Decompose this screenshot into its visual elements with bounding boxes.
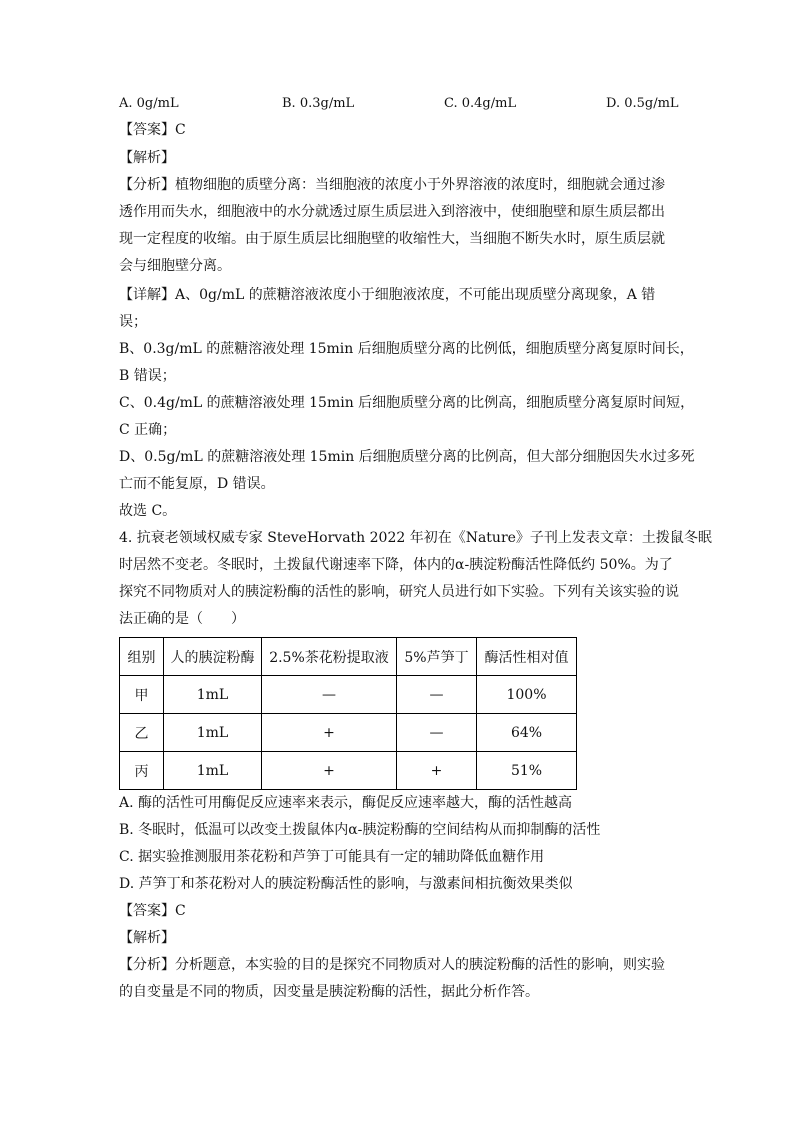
- table-cell: +: [397, 752, 477, 790]
- experiment-table: [119, 637, 577, 790]
- table-cell: —: [262, 676, 397, 714]
- table-row: [120, 714, 577, 752]
- q4-option-c: C. 据实验推测服用茶花粉和芦笋丁可能具有一定的辅助降低血糖作用: [119, 849, 545, 865]
- q3-detail-line: C 正确；: [119, 422, 177, 438]
- q4-stem-line: 法正确的是（ ）: [119, 611, 245, 627]
- q3-options: [119, 95, 679, 113]
- q4-stem-line: 探究不同物质对人的胰淀粉酶的活性的影响，研究人员进行如下实验。下列有关该实验的说: [119, 584, 679, 600]
- table-row: [120, 676, 577, 714]
- table-cell: 64%: [477, 714, 577, 752]
- table-cell: 1mL: [164, 714, 262, 752]
- q4-option-b: B. 冬眠时，低温可以改变土拨鼠体内α-胰淀粉酶的空间结构从而抑制酶的活性: [119, 822, 601, 838]
- table-header-cell: 5%芦笋丁: [397, 638, 477, 676]
- table-header-cell: 组别: [120, 638, 164, 676]
- q3-analysis-line: 透作用而失水，细胞液中的水分就透过原生质层进入到溶液中，使细胞壁和原生质层都出: [119, 204, 665, 220]
- q4-option-d: D. 芦笋丁和茶花粉对人的胰淀粉酶活性的影响，与激素间相抗衡效果类似: [119, 876, 573, 892]
- table-cell: 51%: [477, 752, 577, 790]
- q4-option-a: A. 酶的活性可用酶促反应速率来表示，酶促反应速率越大，酶的活性越高: [119, 795, 573, 811]
- table-header-cell: 2.5%茶花粉提取液: [262, 638, 397, 676]
- q3-detail-line: 误；: [119, 314, 147, 330]
- q3-conclusion: 故选 C。: [119, 503, 177, 519]
- table-cell: 1mL: [164, 752, 262, 790]
- table-cell: 100%: [477, 676, 577, 714]
- q3-analysis-line: 会与细胞壁分离。: [119, 258, 231, 274]
- q3-option-c: C. 0.4g/mL: [444, 96, 517, 111]
- q4-stem-line: 4. 抗衰老领域权威专家 SteveHorvath 2022 年初在《Nature》子刊上发表文章：土拨鼠冬眠: [119, 530, 712, 546]
- q3-analysis-line: 【分析】植物细胞的质壁分离：当细胞液的浓度小于外界溶液的浓度时，细胞就会通过渗: [119, 177, 665, 193]
- q3-analysis-heading: 【解析】: [119, 150, 175, 166]
- table-cell: 乙: [120, 714, 164, 752]
- table-row: [120, 752, 577, 790]
- table-cell: 甲: [120, 676, 164, 714]
- q4-analysis-heading: 【解析】: [119, 930, 175, 946]
- q4-answer: 【答案】C: [119, 903, 186, 919]
- q3-detail-line: B 错误；: [119, 368, 176, 384]
- q3-option-d: D. 0.5g/mL: [606, 96, 679, 111]
- q3-option-a: A. 0g/mL: [119, 96, 179, 111]
- q3-detail-line: B、0.3g/mL 的蔗糖溶液处理 15min 后细胞质壁分离的比例低，细胞质壁分离复原时间长，: [119, 341, 694, 357]
- q4-analysis-line: 的自变量是不同的物质，因变量是胰淀粉酶的活性，据此分析作答。: [119, 984, 539, 1000]
- table-cell: 1mL: [164, 676, 262, 714]
- q3-detail-line: C、0.4g/mL 的蔗糖溶液处理 15min 后细胞质壁分离的比例高，细胞质壁分离复原时间短，: [119, 395, 695, 411]
- table-header-row: [120, 638, 577, 676]
- table-header-cell: 酶活性相对值: [477, 638, 577, 676]
- q4-stem-line: 时居然不变老。冬眠时，土拨鼠代谢速率下降，体内的α-胰淀粉酶活性降低约 50%。为了: [119, 557, 673, 573]
- q4-analysis-line: 【分析】分析题意，本实验的目的是探究不同物质对人的胰淀粉酶的活性的影响，则实验: [119, 957, 665, 973]
- table-cell: +: [262, 714, 397, 752]
- table-cell: —: [397, 714, 477, 752]
- q3-detail-line: 【详解】A、0g/mL 的蔗糖溶液浓度小于细胞液浓度，不可能出现质壁分离现象，A 错: [119, 287, 656, 303]
- q3-analysis-line: 现一定程度的收缩。由于原生质层比细胞壁的收缩性大，当细胞不断失水时，原生质层就: [119, 231, 665, 247]
- table-header-cell: 人的胰淀粉酶: [164, 638, 262, 676]
- table-cell: 丙: [120, 752, 164, 790]
- q3-detail-line: 亡而不能复原，D 错误。: [119, 476, 275, 492]
- q3-option-b: B. 0.3g/mL: [282, 96, 355, 111]
- q3-answer: 【答案】C: [119, 122, 186, 138]
- q3-detail-line: D、0.5g/mL 的蔗糖溶液处理 15min 后细胞质壁分离的比例高，但大部分细胞因失水过多死: [119, 449, 695, 465]
- table-cell: —: [397, 676, 477, 714]
- table-cell: +: [262, 752, 397, 790]
